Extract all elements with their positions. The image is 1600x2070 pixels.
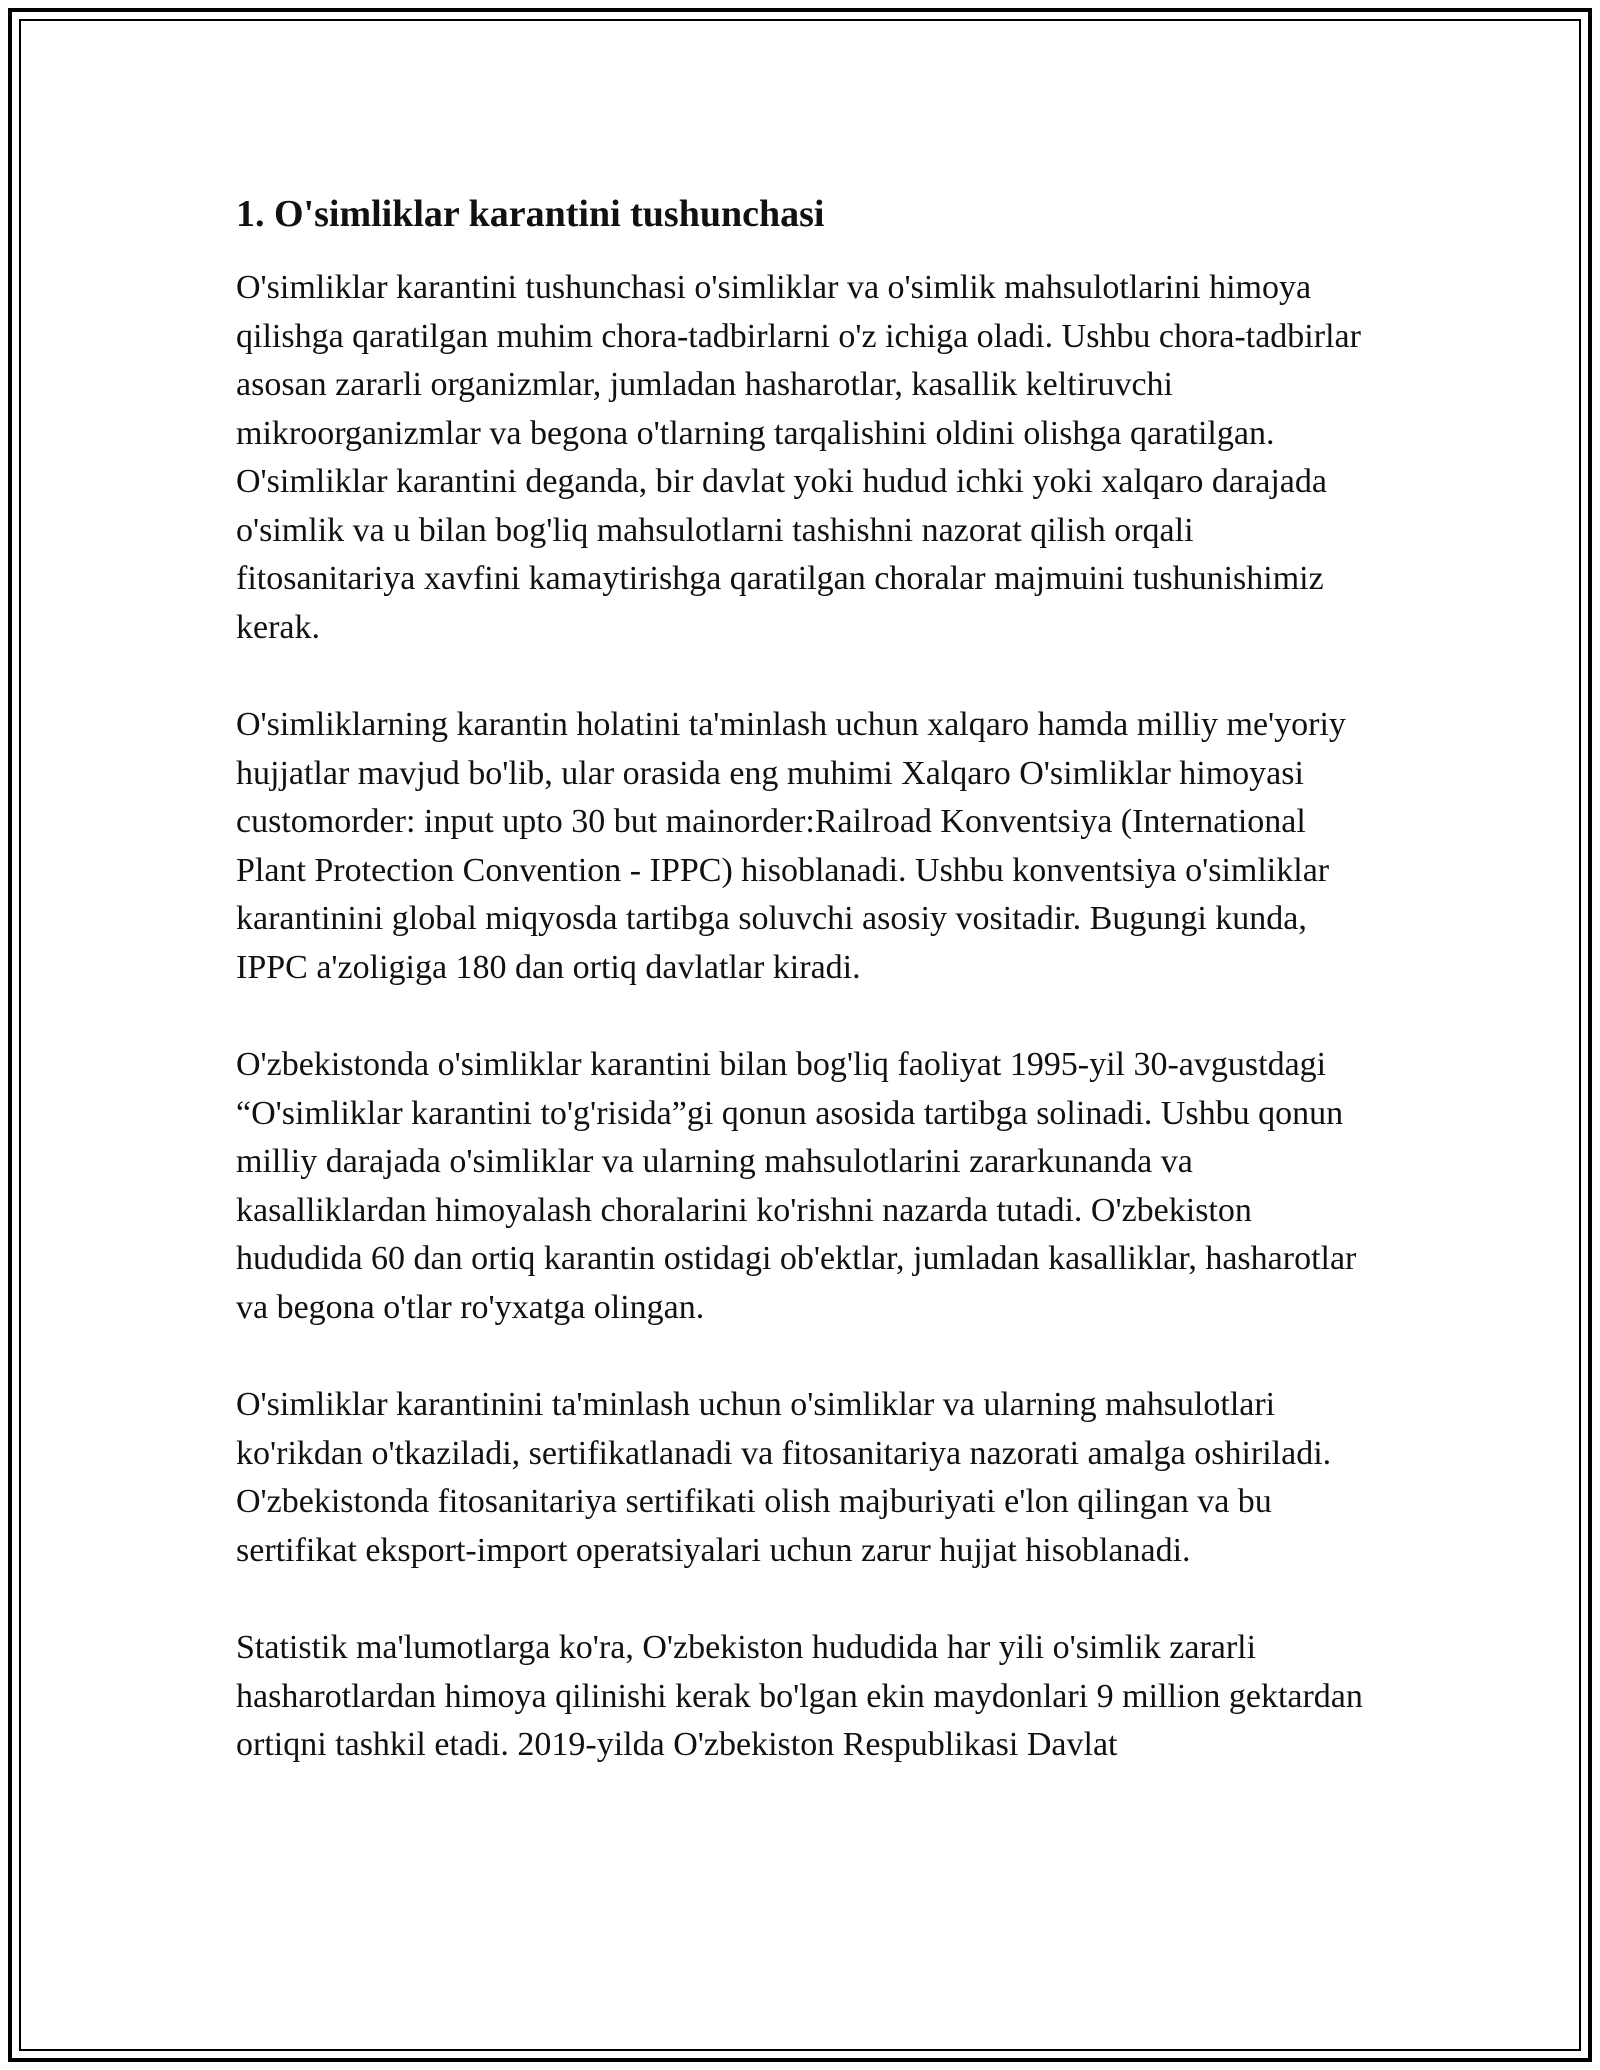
section-heading: 1. O'simliklar karantini tushunchasi — [236, 193, 825, 235]
paragraph-uzbekistan-law: O'zbekistonda o'simliklar karantini bilan bog'liq faoliyat 1995-yil 30-avgustdagi “O'simliklar karantini to'g'risida”gi qonun asosida tartibga solinadi. Ushbu qonun milliy darajada o'simliklar va ularning mahsulotlarini zararkunanda va kasalliklardan himoyalash choralarini ko'rishni nazarda tutadi. O'zbekiston hududida 60 dan ortiq karantin ostidagi ob'ektlar, jumladan kasalliklar, hasharotlar va begona o'tlar ro'yxatga olingan. — [236, 1046, 1357, 1326]
paragraph-ippc: O'simliklarning karantin holatini ta'minlash uchun xalqaro hamda milliy me'yoriy hujjatlar mavjud bo'lib, ular orasida eng muhimi Xalqaro O'simliklar himoyasi customorder: input upto 30 but mainorder:Railroad Konventsiya (International Plant Protection Convention - IPPC) hisoblanadi. Ushbu konventsiya o'simliklar karantinini global miqyosda tartibga soluvchi asosiy vositadir. Bugungi kunda, IPPC a'zoligiga 180 dan ortiq davlatlar kiradi. — [236, 706, 1346, 986]
paragraph-certification: O'simliklar karantinini ta'minlash uchun o'simliklar va ularning mahsulotlari ko'rikdan o'tkaziladi, sertifikatlanadi va fitosanitariya nazorati amalga oshiriladi. O'zbekistonda fitosanitariya sertifikati olish majburiyati e'lon qilingan va bu sertifikat eksport-import operatsiyalari uchun zarur hujjat hisoblanadi. — [236, 1386, 1332, 1569]
document-body — [236, 186, 1366, 1770]
paragraph-statistics: Statistik ma'lumotlarga ko'ra, O'zbekiston hududida har yili o'simlik zararli hasharotlardan himoya qilinishi kerak bo'lgan ekin maydonlari 9 million gektardan ortiqni tashkil etadi. 2019-yilda O'zbekiston Respublikasi Davlat — [236, 1629, 1363, 1763]
paragraph-intro: O'simliklar karantini tushunchasi o'simliklar va o'simlik mahsulotlarini himoya qilishga qaratilgan muhim chora-tadbirlarni o'z ichiga oladi. Ushbu chora-tadbirlar asosan zararli organizmlar, jumladan hasharotlar, kasallik keltiruvchi mikroorganizmlar va begona o'tlarning tarqalishini oldini olishga qaratilgan. O'simliklar karantini deganda, bir davlat yoki hudud ichki yoki xalqaro darajada o'simlik va u bilan bog'liq mahsulotlarni tashishni nazorat qilish orqali fitosanitariya xavfini kamaytirishga qaratilgan choralar majmuini tushunishimiz kerak. — [236, 269, 1361, 646]
